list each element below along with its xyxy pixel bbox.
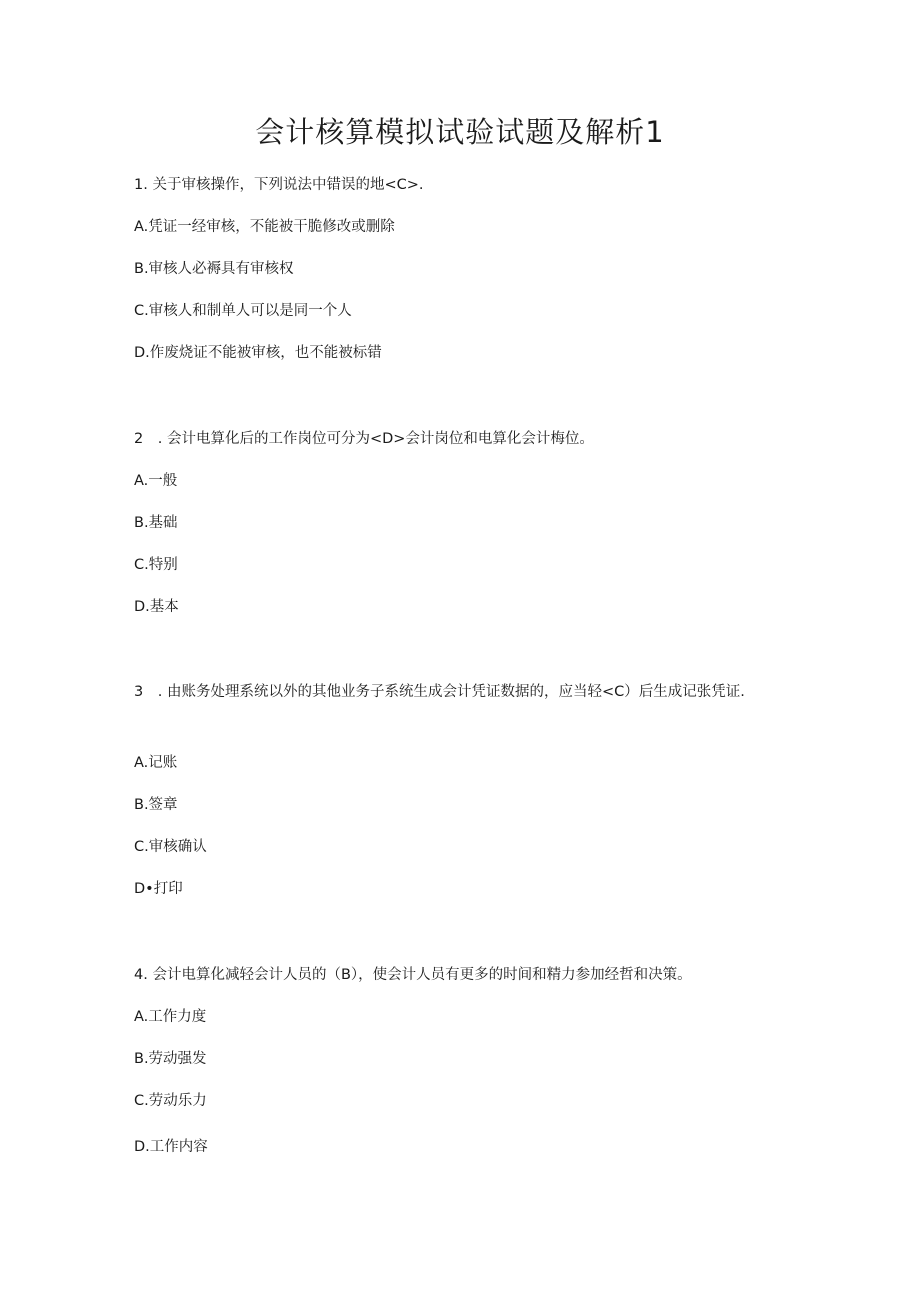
question-4-option-d: D.工作内容 xyxy=(134,1139,208,1155)
question-3-option-b: B.签章 xyxy=(134,797,178,813)
question-1-option-d: D.作废烧证不能被审核，也不能被标错 xyxy=(134,345,382,361)
question-4-option-b: B.劳动强发 xyxy=(134,1051,207,1067)
question-3-option-d: D•打印 xyxy=(134,881,183,897)
question-2-option-a: A.一般 xyxy=(134,473,178,489)
question-1-option-c: C.审核人和制单人可以是同一个人 xyxy=(134,303,352,319)
question-1-stem: 1. 关于审核操作，下列说法中错误的地<C>. xyxy=(134,177,424,193)
question-2-option-d: D.基本 xyxy=(134,599,179,615)
question-1-option-b: B.审核人必褥具有审核权 xyxy=(134,261,294,277)
question-3-option-a: A.记账 xyxy=(134,755,178,771)
question-2-option-b: B.基础 xyxy=(134,515,178,531)
question-3-stem: 3 . 由账务处理系统以外的其他业务子系统生成会计凭证数据的，应当轻<C）后生成记张凭证. xyxy=(134,684,745,700)
question-2-stem: 2 . 会计电算化后的工作岗位可分为<D>会计岗位和电算化会计梅位。 xyxy=(134,431,594,447)
question-4-option-c: C.劳动乐力 xyxy=(134,1093,207,1109)
question-1-option-a: A.凭证一经审核，不能被干脆修改或删除 xyxy=(134,219,395,235)
question-3-option-c: C.审核确认 xyxy=(134,839,207,855)
question-4-stem: 4. 会计电算化减轻会计人员的（B），使会计人员有更多的时间和精力参加经哲和决策。 xyxy=(134,967,692,983)
document-title: 会计核算模拟试验试题及解析1 xyxy=(255,115,665,149)
question-4-option-a: A.工作力度 xyxy=(134,1009,207,1025)
question-2-option-c: C.特别 xyxy=(134,557,178,573)
